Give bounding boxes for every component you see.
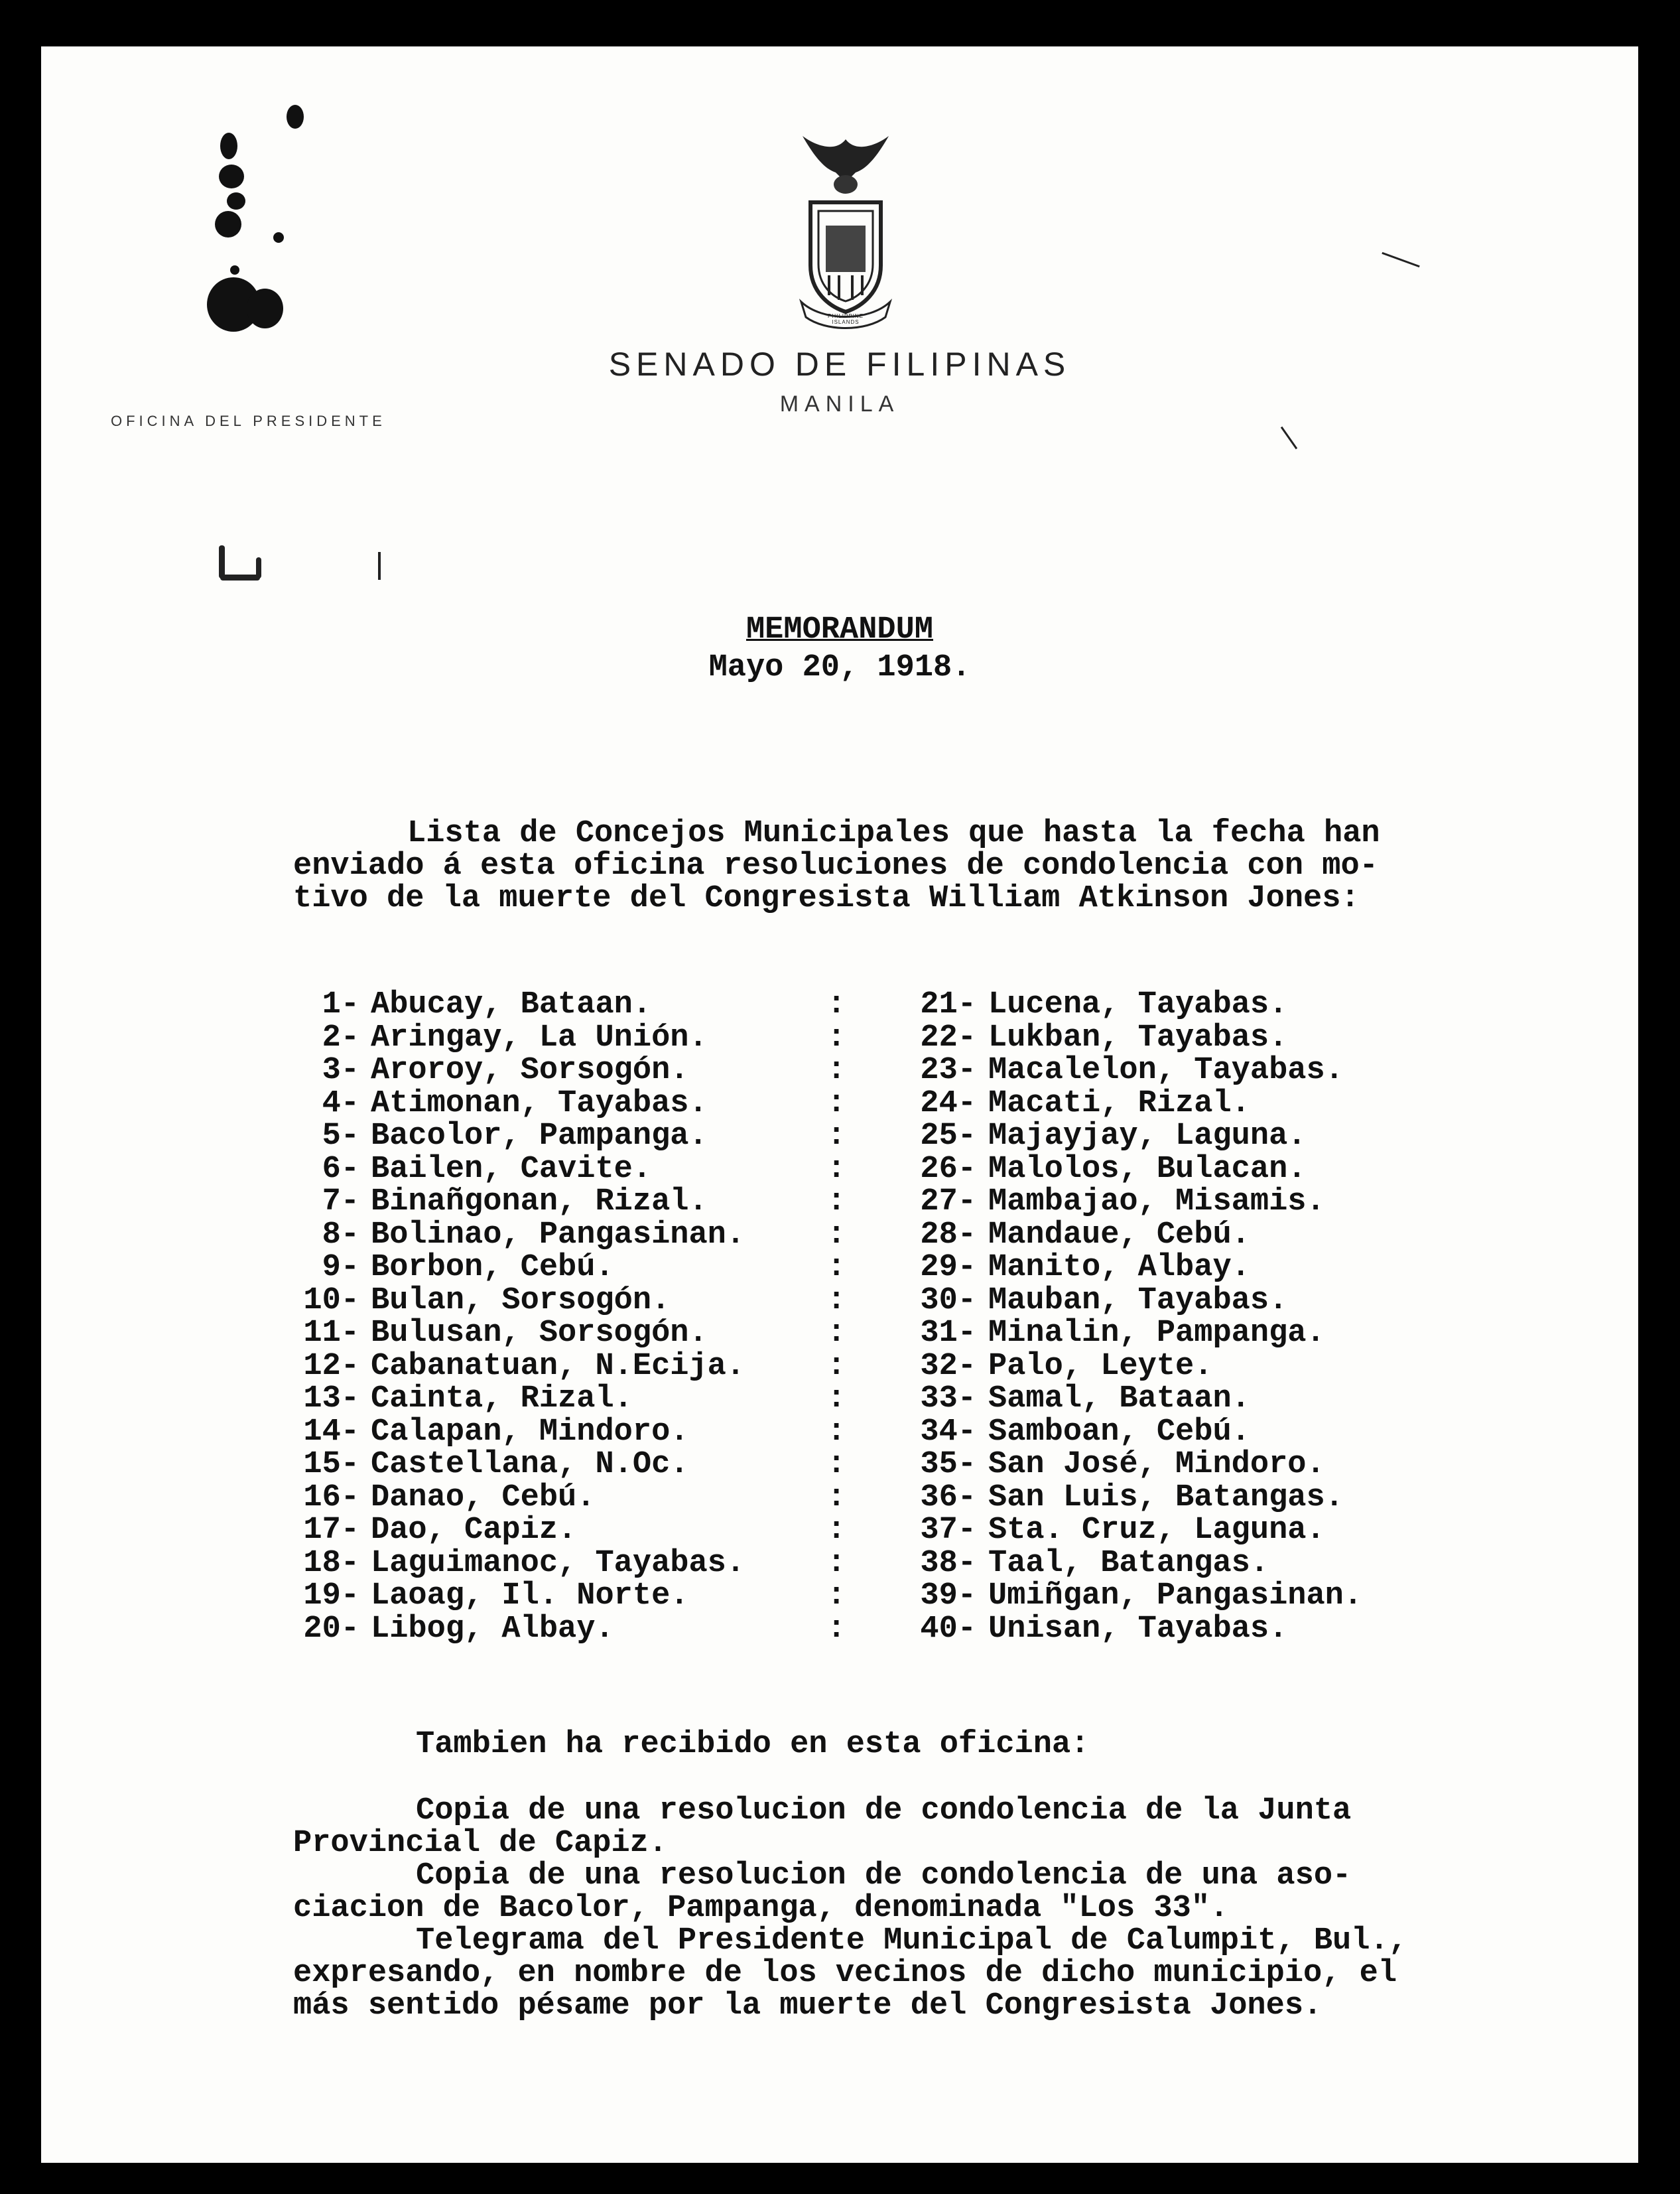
council-number: 37-: [920, 1513, 976, 1548]
council-number: 33-: [920, 1381, 976, 1416]
council-number: 19-: [303, 1578, 359, 1613]
council-name: Castellana, N.Oc.: [371, 1447, 689, 1482]
council-name: Unisan, Tayabas.: [988, 1611, 1288, 1647]
council-name: Lucena, Tayabas.: [988, 987, 1288, 1022]
intro-line: enviado á esta oficina resoluciones de condolencia con mo-: [293, 849, 1378, 884]
council-number: 16-: [303, 1479, 359, 1515]
council-name: Bolinao, Pangasinan.: [371, 1217, 745, 1253]
council-number: 30-: [920, 1282, 976, 1318]
council-number: 26-: [920, 1151, 976, 1187]
column-separator: :: [827, 1578, 846, 1613]
also-received-line: expresando, en nombre de los vecinos de dicho municipio, el: [293, 1956, 1397, 1991]
council-name: Bailen, Cavite.: [371, 1151, 652, 1187]
ink-blot: [220, 133, 237, 159]
council-number: 29-: [920, 1250, 976, 1285]
column-separator: :: [827, 1053, 846, 1088]
council-name: Bulan, Sorsogón.: [371, 1282, 671, 1318]
council-name: Umiñgan, Pangasinan.: [988, 1578, 1363, 1613]
also-received-line: Provincial de Capiz.: [293, 1826, 668, 1861]
council-number: 21-: [920, 987, 976, 1022]
council-number: 14-: [303, 1414, 359, 1450]
ink-blot: [247, 289, 283, 328]
council-name: Calapan, Mindoro.: [371, 1414, 689, 1450]
column-separator: :: [827, 1282, 846, 1318]
council-name: Samal, Bataan.: [988, 1381, 1250, 1416]
column-separator: :: [827, 1447, 846, 1482]
ink-blot: [219, 165, 244, 188]
ink-blot: [273, 232, 284, 243]
column-separator: :: [827, 1151, 846, 1187]
council-name: Aringay, La Unión.: [371, 1020, 708, 1056]
council-name: Abucay, Bataan.: [371, 987, 652, 1022]
also-received-heading: Tambien ha recibido en esta oficina:: [416, 1727, 1090, 1762]
column-separator: :: [827, 1414, 846, 1450]
council-number: 39-: [920, 1578, 976, 1613]
pen-mark: [256, 557, 261, 579]
council-name: Borbon, Cebú.: [371, 1250, 614, 1285]
council-number: 28-: [920, 1217, 976, 1253]
office-name: OFICINA DEL PRESIDENTE: [111, 413, 386, 429]
council-number: 27-: [920, 1184, 976, 1219]
council-name: Bacolor, Pampanga.: [371, 1119, 708, 1154]
council-number: 17-: [303, 1513, 359, 1548]
pen-mark: [220, 575, 260, 581]
column-separator: :: [827, 1085, 846, 1121]
column-separator: :: [827, 1119, 846, 1154]
council-number: 23-: [920, 1053, 976, 1088]
pen-mark: [378, 552, 381, 580]
council-name: Sta. Cruz, Laguna.: [988, 1513, 1325, 1548]
pen-mark: [219, 545, 225, 579]
council-number: 36-: [920, 1479, 976, 1515]
council-name: Dao, Capiz.: [371, 1513, 577, 1548]
pen-mark: [1382, 252, 1419, 267]
memo-page: [41, 46, 1638, 2163]
council-number: 4-: [322, 1085, 359, 1121]
council-name: Macati, Rizal.: [988, 1085, 1250, 1121]
council-name: Laoag, Il. Norte.: [371, 1578, 689, 1613]
council-name: Samboan, Cebú.: [988, 1414, 1250, 1450]
council-name: Mambajao, Misamis.: [988, 1184, 1325, 1219]
council-name: Macalelon, Tayabas.: [988, 1053, 1344, 1088]
seal-ribbon-text: PHILIPPINE ISLANDS: [827, 313, 864, 325]
council-name: Majayjay, Laguna.: [988, 1119, 1307, 1154]
ink-blot: [287, 105, 304, 129]
council-number: 8-: [322, 1217, 359, 1253]
council-number: 38-: [920, 1545, 976, 1581]
memo-title: MEMORANDUM: [745, 612, 934, 648]
also-received-line: Copia de una resolucion de condolencia de una aso-: [416, 1858, 1352, 1893]
council-name: Aroroy, Sorsogón.: [371, 1053, 689, 1088]
council-name: San José, Mindoro.: [988, 1447, 1325, 1482]
column-separator: :: [827, 1217, 846, 1253]
column-separator: :: [827, 1381, 846, 1416]
council-number: 11-: [303, 1316, 359, 1351]
column-separator: :: [827, 1479, 846, 1515]
council-number: 5-: [322, 1119, 359, 1154]
council-number: 34-: [920, 1414, 976, 1450]
column-separator: :: [827, 1348, 846, 1384]
council-name: Minalin, Pampanga.: [988, 1316, 1325, 1351]
council-number: 20-: [303, 1611, 359, 1647]
council-number: 32-: [920, 1348, 976, 1384]
column-separator: :: [827, 1020, 846, 1056]
council-name: Cabanatuan, N.Ecija.: [371, 1348, 745, 1384]
column-separator: :: [827, 1250, 846, 1285]
city-name: MANILA: [779, 391, 900, 417]
column-separator: :: [827, 987, 846, 1022]
also-received-line: ciacion de Bacolor, Pampanga, denominada "Los 33".: [293, 1891, 1229, 1926]
council-name: Lukban, Tayabas.: [988, 1020, 1288, 1056]
council-name: Mauban, Tayabas.: [988, 1282, 1288, 1318]
council-name: Taal, Batangas.: [988, 1545, 1269, 1581]
council-name: Bulusan, Sorsogón.: [371, 1316, 708, 1351]
council-number: 24-: [920, 1085, 976, 1121]
council-name: Manito, Albay.: [988, 1250, 1250, 1285]
also-received-line: Telegrama del Presidente Municipal de Calumpit, Bul.,: [416, 1923, 1407, 1958]
council-name: Libog, Albay.: [371, 1611, 614, 1647]
council-number: 40-: [920, 1611, 976, 1647]
council-number: 6-: [322, 1151, 359, 1187]
council-number: 13-: [303, 1381, 359, 1416]
council-number: 22-: [920, 1020, 976, 1056]
council-name: Laguimanoc, Tayabas.: [371, 1545, 745, 1581]
council-name: Cainta, Rizal.: [371, 1381, 633, 1416]
council-number: 10-: [303, 1282, 359, 1318]
council-name: Palo, Leyte.: [988, 1348, 1213, 1384]
ink-blot: [215, 211, 241, 238]
council-name: Malolos, Bulacan.: [988, 1151, 1307, 1187]
institution-name: SENADO DE FILIPINAS: [608, 346, 1071, 383]
column-separator: :: [827, 1611, 846, 1647]
council-number: 7-: [322, 1184, 359, 1219]
council-number: 3-: [322, 1053, 359, 1088]
council-name: Atimonan, Tayabas.: [371, 1085, 708, 1121]
column-separator: :: [827, 1184, 846, 1219]
memo-date: Mayo 20, 1918.: [708, 650, 971, 685]
council-name: San Luis, Batangas.: [988, 1479, 1344, 1515]
intro-line: Lista de Concejos Municipales que hasta la fecha han: [407, 816, 1380, 851]
also-received-line: Copia de una resolucion de condolencia de la Junta: [416, 1793, 1352, 1828]
pen-mark: [1281, 427, 1297, 449]
intro-line: tivo de la muerte del Congresista William Atkinson Jones:: [293, 881, 1360, 916]
council-number: 2-: [322, 1020, 359, 1056]
council-number: 25-: [920, 1119, 976, 1154]
ink-blot: [227, 192, 245, 210]
council-number: 9-: [322, 1250, 359, 1285]
ink-blot: [230, 265, 239, 275]
council-number: 18-: [303, 1545, 359, 1581]
column-separator: :: [827, 1513, 846, 1548]
council-name: Danao, Cebú.: [371, 1479, 596, 1515]
council-number: 12-: [303, 1348, 359, 1384]
council-number: 15-: [303, 1447, 359, 1482]
council-name: Mandaue, Cebú.: [988, 1217, 1250, 1253]
council-number: 1-: [322, 987, 359, 1022]
column-separator: :: [827, 1316, 846, 1351]
also-received-line: más sentido pésame por la muerte del Congresista Jones.: [293, 1988, 1323, 2023]
council-name: Binañgonan, Rizal.: [371, 1184, 708, 1219]
column-separator: :: [827, 1545, 846, 1581]
council-number: 35-: [920, 1447, 976, 1482]
council-number: 31-: [920, 1316, 976, 1351]
